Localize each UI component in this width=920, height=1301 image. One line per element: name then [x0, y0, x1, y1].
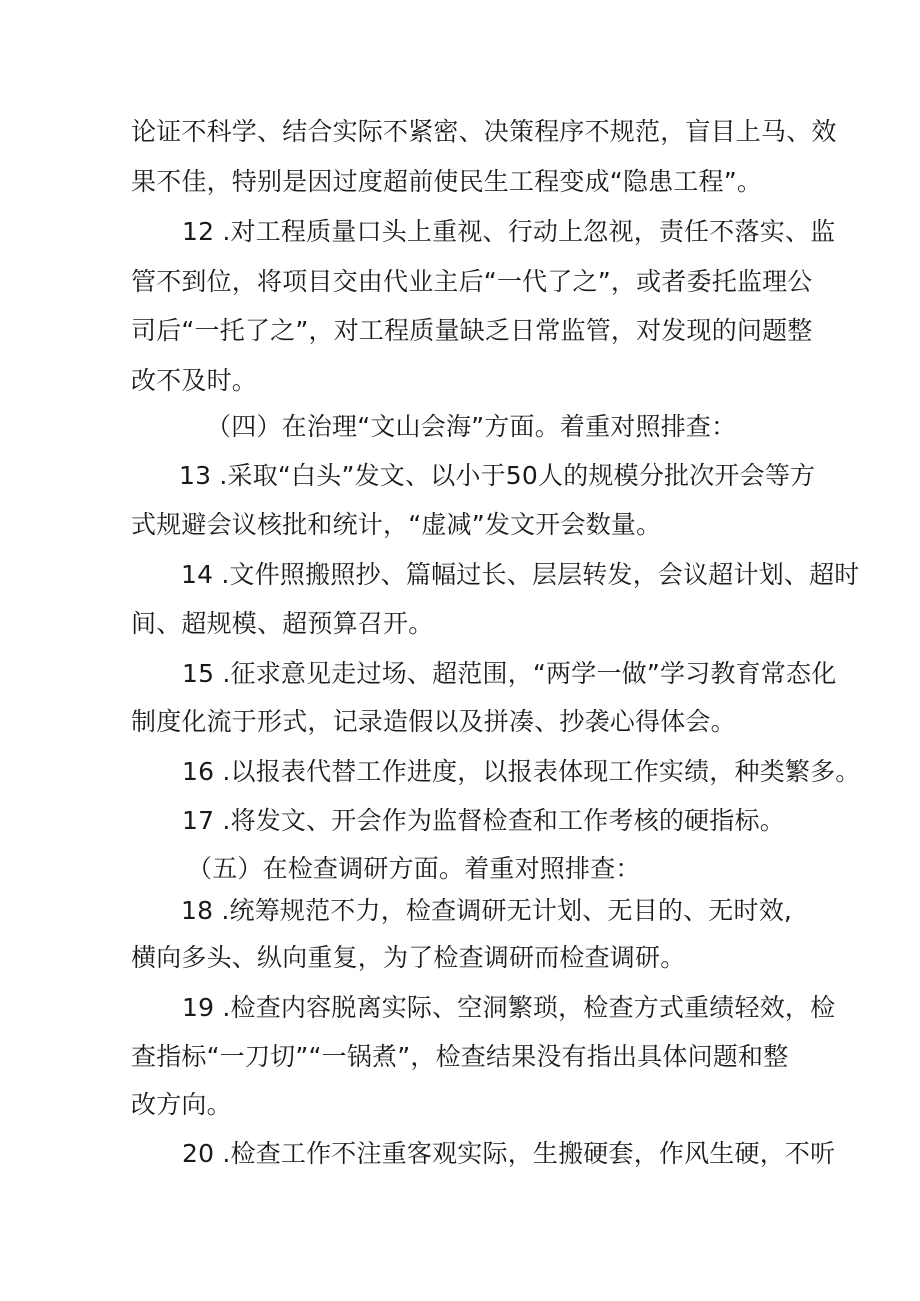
text-line: 17 .将发文、开会作为监督检查和工作考核的硬指标。 [182, 806, 785, 835]
text-line: 横向多头、纵向重复，为了检查调研而检查调研。 [131, 943, 686, 972]
text-line: 16 .以报表代替工作进度，以报表体现工作实绩，种类繁多。 [182, 757, 861, 786]
text-line: 管不到位，将项目交由代业主后“一代了之”，或者委托监理公 [131, 267, 813, 296]
text-line: 14 .文件照搬照抄、篇幅过长、层层转发，会议超计划、超时 [181, 560, 860, 589]
text-line: 12 .对工程质量口头上重视、行动上忽视，责任不落实、监 [182, 217, 836, 246]
text-line: 式规避会议核批和统计，“虚减”发文开会数量。 [131, 510, 662, 539]
text-line: 18 .统筹规范不力，检查调研无计划、无目的、无时效, [181, 896, 793, 925]
text-line: 20 .检查工作不注重客观实际，生搬硬套，作风生硬，不听 [182, 1139, 836, 1168]
text-line: 改不及时。 [131, 366, 258, 395]
text-line: 论证不科学、结合实际不紧密、决策程序不规范，盲目上马、效 [131, 117, 837, 146]
text-line: 果不佳，特别是因过度超前使民生工程变成“隐患工程”。 [131, 167, 763, 196]
section-heading: （五）在检查调研方面。着重对照排查： [187, 854, 641, 883]
text-line: 间、超规模、超预算召开。 [131, 609, 434, 638]
text-line: 13 .采取“白头”发文、以小于50人的规模分批次开会等方 [179, 461, 816, 490]
text-line: 制度化流于形式，记录造假以及拼凑、抄袭心得体会。 [131, 707, 736, 736]
section-heading: （四）在治理“文山会海”方面。着重对照排查： [206, 412, 737, 441]
text-line: 19 .检查内容脱离实际、空洞繁琐，检查方式重绩轻效，检 [182, 993, 836, 1022]
text-line: 15 .征求意见走过场、超范围，“两学一做”学习教育常态化 [182, 659, 837, 688]
text-line: 改方向。 [131, 1090, 232, 1119]
text-line: 查指标“一刀切”“一锅煮”，检查结果没有指出具体问题和整 [131, 1042, 789, 1071]
text-line: 司后“一托了之”，对工程质量缺乏日常监管，对发现的问题整 [131, 316, 813, 345]
